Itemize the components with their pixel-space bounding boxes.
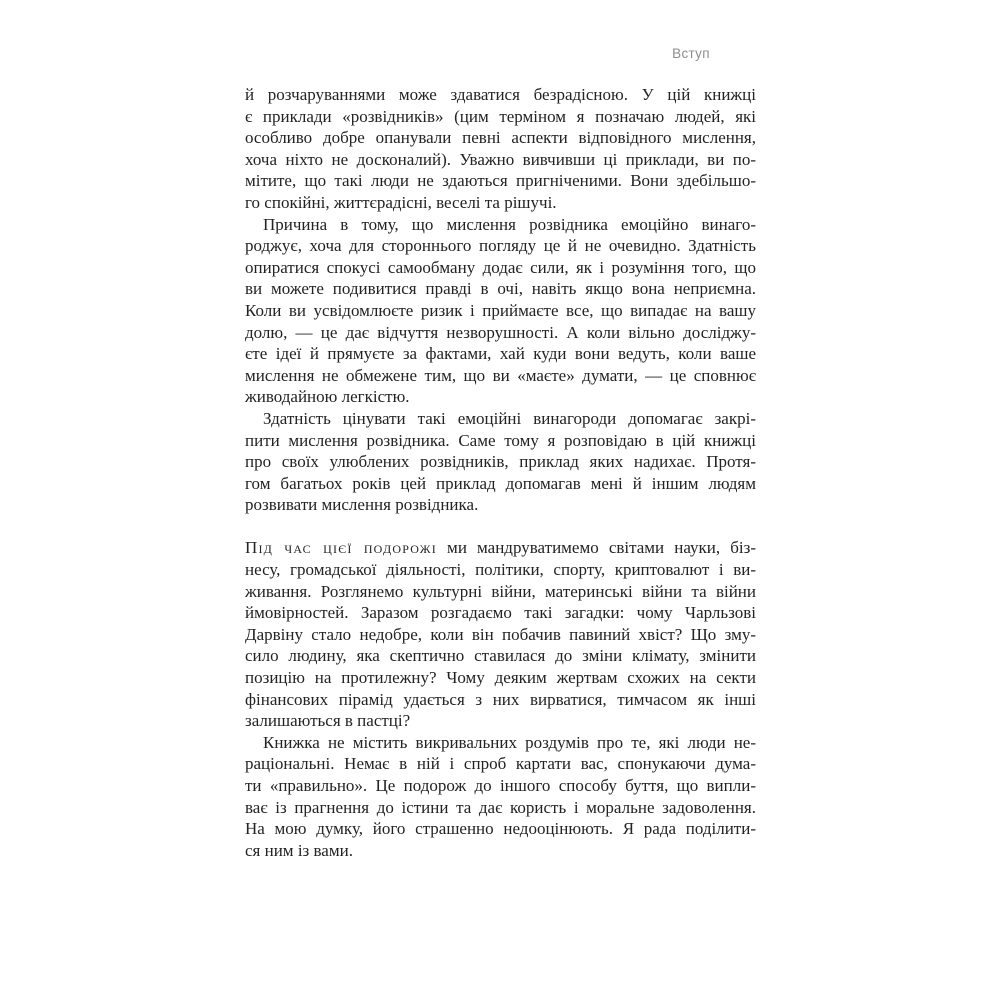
text-line: й розчаруваннями може здаватися безрадісною. У цій книжці (245, 85, 756, 104)
text-line: хоча ніхто не досконалий). Уважно вивчивши ці приклади, ви по- (245, 149, 756, 169)
text-line: є приклади «розвідників» (цим терміном я позначаю людей, які (245, 106, 756, 126)
text-line: долю, — це дає відчуття незворушності. А коли вільно досліджу- (245, 322, 756, 342)
text-line: фінансових пірамід удається з них вирватися, тимчасом як інші (245, 689, 756, 709)
text-line: живання. Розглянемо культурні війни, материнські війни та війни (245, 581, 756, 601)
text-line: мислення не обмежене тим, що ви «маєте» думати, — це сповнює (245, 365, 756, 385)
small-caps-lead: Під час цієї подорожі (245, 538, 437, 558)
text-line: Коли ви усвідомлюєте ризик і приймаєте все, що випадає на вашу (245, 300, 756, 320)
body-text (245, 84, 756, 861)
text-line: розвивати мислення розвідника. (245, 495, 479, 515)
paragraph (245, 84, 756, 214)
text-line: живодайною легкістю. (245, 387, 410, 407)
text-line: ти «правильно». Це подорож до іншого способу буття, що випли- (245, 776, 756, 795)
text-line: ся ним із вами. (245, 840, 353, 860)
text-line: Книжка не містить викривальних роздумів про те, які люди не- (263, 732, 756, 752)
text-line: Здатність цінувати такі емоційні винагороди допомагає закрі- (263, 408, 756, 428)
text-line: На мою думку, його страшенно недооцінюють. Я рада поділити- (245, 819, 756, 839)
paragraph (245, 732, 756, 862)
text-line: Дарвіну стало недобре, коли він побачив павиний хвіст? Що зму- (245, 624, 756, 644)
text-line: раціональні. Немає в ній і спроб картати вас, спонукаючи дума- (245, 754, 756, 774)
text-line: мітите, що такі люди не здаються пригніченими. Вони здебільшо- (245, 171, 756, 191)
text-line: ви можете подивитися правді в очі, навіть якщо вона неприємна. (245, 279, 756, 299)
text-line: Під час цієї подорожі ми мандруватимемо світами науки, біз- (245, 538, 757, 558)
text-line: опиратися спокусі самообману додає сили, як і розуміння того, що (245, 257, 756, 277)
paragraph (245, 214, 756, 408)
text-line: гом багатьох років цей приклад допомагав мені й іншим людям (245, 473, 756, 493)
text-line: єте ідеї й прямуєте за фактами, хай куди вони ведуть, коли ваше (245, 344, 756, 364)
text-line: позицію на протилежну? Чому деяким жертвам схожих на секти (245, 668, 756, 688)
text-line: залишаються в пастці? (245, 711, 411, 731)
text-line: го спокійні, життєрадісні, веселі та рішучі. (245, 192, 557, 212)
text-line: пити мислення розвідника. Саме тому я розповідаю в цій книжці (245, 430, 756, 450)
text-line: ймовірностей. Заразом розгадаємо такі загадки: чому Чарльзові (245, 603, 756, 623)
text-line: несу, громадської діяльності, політики, спорту, криптовалют і ви- (245, 560, 756, 580)
text-line: роджує, хоча для стороннього погляду це й не очевидно. Здатність (245, 236, 756, 256)
text-line: про своїх улюблених розвідників, приклад яких надихає. Протя- (245, 452, 756, 472)
text-line: особливо добре опанували певні аспекти відповідного мислення, (245, 128, 756, 148)
paragraph (245, 408, 756, 516)
text-line: Причина в тому, що мислення розвідника емоційно винаго- (263, 214, 756, 234)
running-header: Вступ (672, 46, 710, 61)
text-line: сило людину, яка скептично ставилася до зміни клімату, змінити (245, 646, 756, 666)
paragraph (245, 537, 756, 731)
text-line: ває із прагнення до істини та дає користь і моральне задоволення. (245, 797, 756, 817)
